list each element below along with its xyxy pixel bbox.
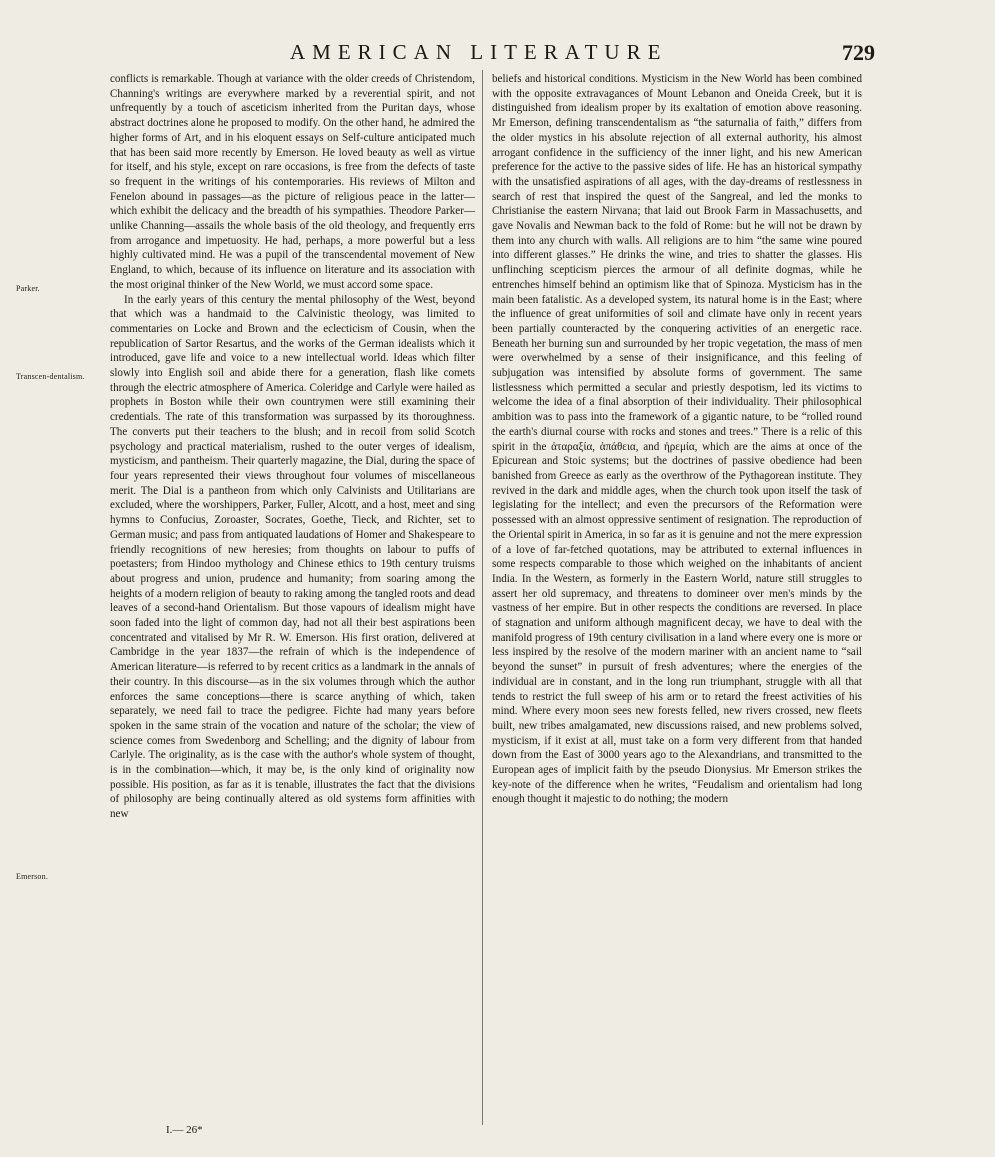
column-divider: [482, 70, 483, 1125]
margin-note-transcendentalism: Transcen-dentalism.: [16, 372, 85, 381]
paragraph-mysticism: beliefs and historical conditions. Mysticism in the New World has been combined with the opposite extravagances of Mount Lebanon and Oneida Creek, but it is distinguished from idealism proper by its exaltation of emotion above reasoning. Mr Emerson, defining transcendentalism as “the saturnalia of faith,” differs from the older mystics in his absolute rejection of all external authority, his almost arrogant confidence in the sufficiency of the inner light, and his new American preference for the active to the passive sides of life. He has an historical sympathy with the unsatisfied aspirations of all ages, with the day-dreams of restlessness in search of rest that inspired the quest of the Sangreal, and led the monks to Christianise the eastern Nirvana; that laid out Brook Farm in Massachusetts, and gave Novalis and Newman back to the fold of Rome: but he will not be drawn by them into any church with walls. All religions are to him “the same wine poured into different glasses.” He drinks the wine, and tries to shatter the glasses. His unflinching scepticism pierces the armour of all definite dogmas, while he entrenches himself behind an optimism like that of Spinoza. Mysticism has in the main been fatalistic. As a developed system, its natural home is in the East; where the influence of great uniformities of soil and climate have only in recent years been partially counteracted by the conquering activities of an energetic race. Beneath her burning sun and surrounded by her tropic vegetation, the mass of men were overwhelmed by a sense of their insignificance, and this feeling of subjugation was intensified by absolute forms of government. The same listlessness which permitted a secular and priestly despotism, led its victims to welcome the idea of a final absorption of their individuality. Their philosophical ambition was to pass into the framework of a gigantic nature, to be “rolled round the earth's diurnal course with rocks and stones and trees.” There is a relic of this spirit in the ἀταραξία, ἀπάθεια, and ἠρεμία, which are the aims at once of the Epicurean and Stoic systems; but the doctrines of passive obedience had been banished from Greece as early as the overthrow of the Pythagorean institute. They revived in the dark and middle ages, when the church took upon itself the task of legislating for the intellect; and even the precursors of the Reformation were possessed with an almost oppressive sentiment of resignation. The reproduction of the Oriental spirit in America, in so far as it is genuine and not the mere expression of a love of far-fetched quotations, may be attributed to external influences in some respects comparable to those which weighed on the inhabitants of ancient India. In the Western, as formerly in the Eastern World, nature still struggles to assert her old supremacy, and threatens to domineer over men's minds by the vastness of her empire. But in other respects the conditions are reversed. In place of stagnation and uniform although magnificent decay, we have to deal with the manifold progress of 19th century civilisation in a land where every one is more or less inspired by the resolve of the modern mariner with an ancient name to “sail beyond the sunset” in pursuit of fresh adventures; where the energies of the individual are in constant, and in the long run triumphant, struggle with all that tends to restrict the full sweep of his arm or to retard the freest activities of his mind. Where every moon sees new forests felled, new rivers crossed, new fleets built, new tribes amalgamated, new discussions raised, and new problems solved, mysticism, if it exist at all, must take on a form very different from that handed down from the East of 3000 years ago to the Alexandrians, and transmitted to the European ages of implicit faith by the pseudo Dionysius. Mr Emerson strikes the key-note of the difference when he writes, “Feudalism and orientalism had long enough thought it majestic to do nothing; the modern: [492, 73, 862, 806]
paragraph-transcendentalism: In the early years of this century the mental philosophy of the West, beyond that which was a handmaid to the Calvinistic theology, was limited to commentaries on Locke and Brown and the eclecticism of Cousin, when the republication of Sartor Resartus, and the works of the German idealists which it introduced, gave life and voice to a new intellectual world. Ideas which filter slowly into English soil and abide there for a generation, flash like comets through the electric atmosphere of America. Coleridge and Carlyle were hailed as prophets in Boston while their own countrymen were still examining their credentials. The rate of this transformation was surpassed by its thoroughness. The converts put their teachers to the blush; and in recoil from solid Scotch psychology and practical materialism, rushed to the outer verges of idealism, mysticism, and pantheism. Their quarterly magazine, the Dial, during the space of four years represented their views throughout four volumes of miscellaneous merit. The Dial is a pantheon from which only Calvinists and Utilitarians are excluded, where the worshippers, Parker, Fuller, Alcott, and a host, meet and sing hymns to Confucius, Zoroaster, Socrates, Goethe, Tieck, and Richter, set to German music; and pass from antiquated laudations of Homer and Shakespeare to friendly recognitions of new heresies; from thoughts on labour to puffs of poetasters; from Hindoo mythology and Chinese ethics to 19th century truisms about progress and union, prudence and humanity; from soaring among the heights of a modern religion of beauty to raking among the tangled roots and dead leaves of a second-hand Orientalism. But those vapours of idealism might have soon faded into the light of common day, had not all their best aspirations been concentrated and vitalised by Mr R. W. Emerson. His first oration, delivered at Cambridge in the year 1837—the refrain of which is the independence of American literature—is referred to by recent critics as a landmark in the annals of their country. In this discourse—as in the six volumes through which the author enforces the same conceptions—there is scarce anything of which, taken separately, we need fail to trace the pedigree. Fichte had many years before spoken in the same strain of the vocation and nature of the scholar; the view of science comes from Swedenborg and Schelling; and the dignity of labour from Carlyle. The originality, as is the case with the author's whole system of thought, is in the combination—which, it may be, is the only kind of originality now possible. His position, as far as it is tenable, illustrates the fact that the divisions of philosophy are being continually altered as old systems form affinities with new: [110, 293, 475, 821]
page-number: 729: [842, 40, 875, 65]
running-title: AMERICAN LITERATURE: [290, 40, 668, 64]
paragraph-channing-parker: conflicts is remarkable. Though at variance with the older creeds of Christendom, Channing's writings are everywhere marked by a reverential spirit, and not unfrequently by a touch of asceticism inherited from the Puritan days, whose abstract doctrines alone he proposed to modify. On the other hand, he admired the higher forms of Art, and in his eloquent essays on Self-culture anticipated much that has been said more recently by Emerson. He loved beauty as well as virtue for itself, and his style, except on rare occasions, is free from the defects of taste so frequent in the writings of his contemporaries. His reviews of Milton and Fenelon abound in passages—as the picture of religious peace in the latter—which exhibit the delicacy and the breadth of his sympathies. Theodore Parker—unlike Channing—assails the whole basis of the old theology, and frequently errs from arrogance and impetuosity. He had, perhaps, a more powerful but a less highly cultivated mind. He was a pupil of the transcendental movement of New England, to which, because of its influence on literature and its association with the most original thinker of the New World, we must accord some space.: [110, 73, 475, 291]
margin-note-parker: Parker.: [16, 284, 40, 293]
left-column: [110, 72, 475, 822]
signature-mark: I.— 26*: [166, 1124, 203, 1136]
right-column: [492, 72, 862, 807]
margin-note-emerson: Emerson.: [16, 872, 49, 881]
page-header: [0, 40, 995, 70]
